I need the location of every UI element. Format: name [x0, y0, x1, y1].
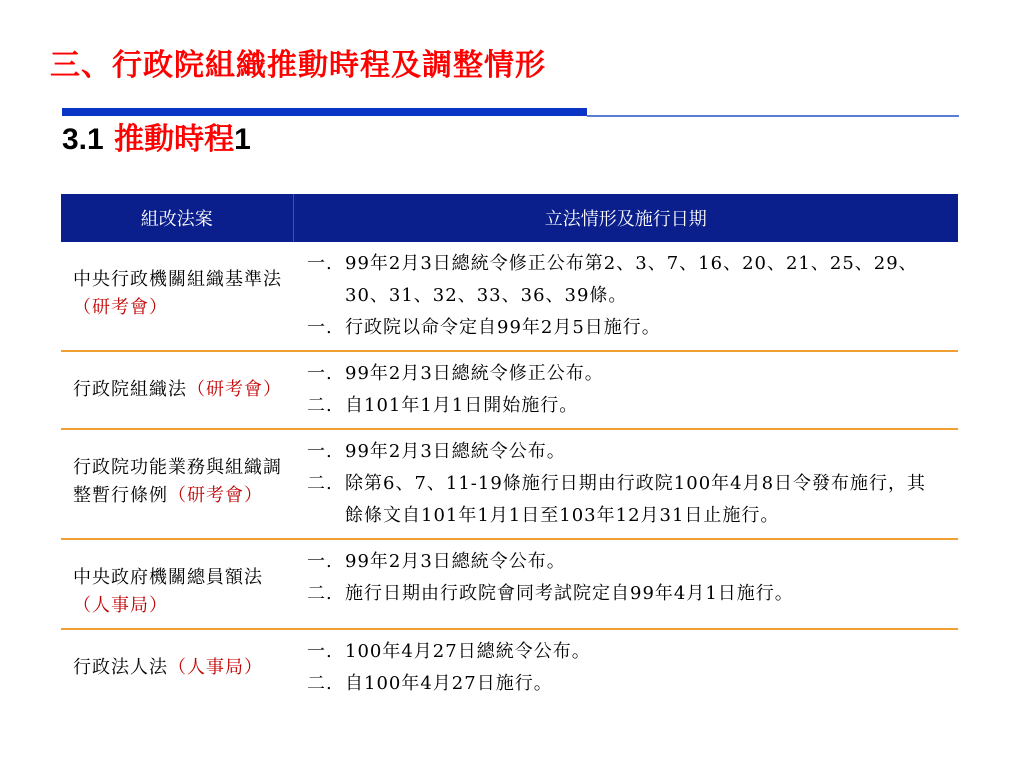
item-marker: 二. [307, 395, 333, 416]
law-name [61, 242, 293, 330]
status-cell [293, 242, 958, 351]
table-row [61, 629, 958, 706]
status-cell [293, 429, 958, 539]
item-text: 自100年4月27日施行。 [345, 673, 553, 694]
item-marker: 二. [307, 473, 333, 494]
item-text: 行政院以命令定自99年2月5日施行。 [345, 317, 661, 338]
status-list [293, 242, 958, 350]
status-cell [293, 351, 958, 429]
item-marker: 一. [307, 317, 333, 338]
status-list [293, 540, 958, 616]
list-item [293, 436, 948, 468]
law-schedule-table [61, 194, 958, 706]
list-item [293, 578, 948, 610]
header-legislation-status: 立法情形及施行日期 [293, 194, 958, 242]
item-marker: 一. [307, 551, 333, 572]
title-underline-thin [587, 115, 959, 117]
list-item [293, 668, 948, 700]
law-title: 中央行政機關組織基準法 [73, 269, 282, 290]
status-cell [293, 629, 958, 706]
item-text: 除第6、7、11-19條施行日期由行政院100年4月8日令發布施行，其餘條文自101年1月1日至103年12月31日止施行。 [345, 473, 927, 526]
responsible-agency: （研考會） [187, 379, 282, 400]
item-marker: 二. [307, 583, 333, 604]
law-name-cell [61, 351, 293, 429]
law-name-cell [61, 629, 293, 706]
item-text: 自101年1月1日開始施行。 [345, 395, 579, 416]
table-body [61, 242, 958, 706]
table-row [61, 242, 958, 351]
list-item [293, 468, 948, 532]
item-marker: 二. [307, 673, 333, 694]
slide-title: 三、行政院組織推動時程及調整情形 [50, 48, 546, 83]
item-marker: 一. [307, 641, 333, 662]
table-row [61, 539, 958, 629]
item-marker: 一. [307, 253, 333, 274]
responsible-agency: （人事局） [168, 657, 263, 678]
title-underline-thick [62, 108, 587, 116]
responsible-agency: （人事局） [73, 595, 168, 616]
law-name-cell [61, 429, 293, 539]
subtitle-text: 推動時程 [103, 122, 235, 157]
law-name [61, 630, 293, 690]
item-marker: 一. [307, 441, 333, 462]
item-text: 99年2月3日總統令公布。 [345, 441, 566, 462]
law-name [61, 352, 293, 412]
law-title: 行政院功能業務與組織調整暫行條例 [73, 457, 282, 506]
subtitle-tail: 1 [234, 123, 251, 156]
table-row [61, 429, 958, 539]
law-title: 中央政府機關總員額法 [73, 567, 263, 588]
table-row [61, 351, 958, 429]
header-law-bill: 組改法案 [61, 194, 293, 242]
law-name [61, 430, 293, 518]
item-text: 99年2月3日總統令公布。 [345, 551, 566, 572]
law-name-cell [61, 242, 293, 351]
list-item [293, 358, 948, 390]
item-text: 施行日期由行政院會同考試院定自99年4月1日施行。 [345, 583, 794, 604]
table-header-row [61, 194, 958, 242]
item-text: 99年2月3日總統令修正公布。 [345, 363, 604, 384]
status-list [293, 430, 958, 538]
law-title: 行政院組織法 [73, 379, 187, 400]
list-item [293, 312, 948, 344]
responsible-agency: （研考會） [168, 485, 263, 506]
item-text: 100年4月27日總統令公布。 [345, 641, 591, 662]
item-marker: 一. [307, 363, 333, 384]
responsible-agency: （研考會） [73, 297, 168, 318]
item-text: 99年2月3日總統令修正公布第2、3、7、16、20、21、25、29、30、31、32、33、36、39條。 [345, 253, 918, 306]
list-item [293, 248, 948, 312]
subtitle-number: 3.1 [62, 123, 104, 156]
law-title: 行政法人法 [73, 657, 168, 678]
law-name-cell [61, 539, 293, 629]
status-cell [293, 539, 958, 629]
slide-subtitle [62, 120, 251, 160]
law-name [61, 540, 293, 628]
list-item [293, 636, 948, 668]
list-item [293, 546, 948, 578]
status-list [293, 352, 958, 428]
list-item [293, 390, 948, 422]
status-list [293, 630, 958, 706]
